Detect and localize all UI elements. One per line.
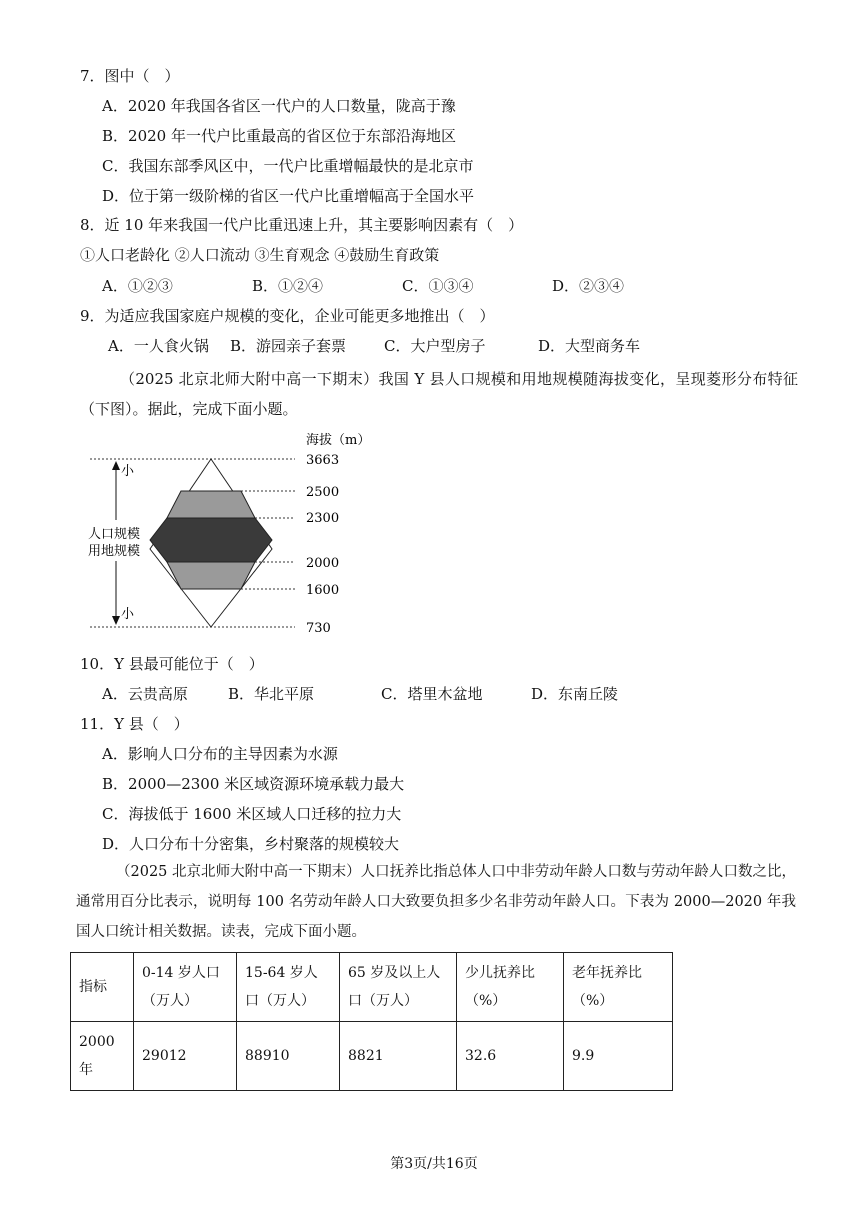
q7-option-b: B．2020 年一代户比重最高的省区位于东部沿海地区 (102, 127, 456, 145)
table-header-cell: 少儿抚养比（%） (457, 953, 564, 1022)
q8-factors: ①人口老龄化 ②人口流动 ③生育观念 ④鼓励生育政策 (80, 246, 440, 264)
q8-option-d: D．②③④ (552, 277, 625, 295)
band-2300-2000 (150, 518, 272, 562)
q9-option-d: D．大型商务车 (538, 337, 641, 355)
arrow-down-head (112, 616, 120, 625)
elev-label-3663: 3663 (306, 453, 340, 468)
q10-option-b: B．华北平原 (228, 685, 315, 703)
q8-options (102, 276, 624, 296)
table-header-row (71, 953, 673, 1022)
q10-option-d: D．东南丘陵 (531, 685, 619, 703)
table-cell: 29012 (134, 1022, 237, 1091)
table-cell: 2000 年 (71, 1022, 134, 1091)
small-label-bottom: 小 (121, 607, 135, 622)
q7-option-d: D．位于第一级阶梯的省区一代户比重增幅高于全国水平 (102, 187, 475, 205)
table-row (71, 1022, 673, 1091)
q9-options (108, 336, 640, 356)
elev-label-2500: 2500 (306, 485, 340, 500)
table-header-cell: 指标 (71, 953, 134, 1022)
q11-option-b: B．2000—2300 米区域资源环境承载力最大 (102, 775, 405, 793)
elev-label-2000: 2000 (306, 556, 340, 571)
q11-option-a: A．影响人口分布的主导因素为水源 (102, 745, 338, 763)
q10-options (102, 684, 618, 704)
q7-option-c: C．我国东部季风区中，一代户比重增幅最快的是北京市 (102, 157, 474, 175)
q7-stem: 7．图中（ ） (80, 67, 180, 85)
q11-option-d: D．人口分布十分密集，乡村聚落的规模较大 (102, 835, 400, 853)
elevation-diamond-diagram (80, 425, 400, 640)
q11-option-c: C．海拔低于 1600 米区域人口迁移的拉力大 (102, 805, 402, 823)
side-label-land: 用地规模 (88, 544, 141, 559)
table-header-cell: 65 岁及以上人口（万人） (340, 953, 457, 1022)
arrow-up-head (112, 461, 120, 470)
q9-option-a: A．一人食火锅 (108, 337, 209, 355)
elev-label-730: 730 (306, 621, 331, 636)
q8-option-b: B．①②④ (252, 277, 324, 295)
table-header-cell: 0-14 岁人口（万人） (134, 953, 237, 1022)
q9-option-b: B．游园亲子套票 (230, 337, 347, 355)
q11-stem: 11．Y 县（ ） (80, 715, 189, 733)
table-header-cell: 15-64 岁人口（万人） (237, 953, 340, 1022)
q8-option-a: A．①②③ (102, 277, 173, 295)
band-2000-1600 (167, 562, 255, 589)
table-cell: 9.9 (564, 1022, 673, 1091)
table-cell: 88910 (237, 1022, 340, 1091)
q8-option-c: C．①③④ (402, 277, 474, 295)
q9-option-c: C．大户型房子 (384, 337, 486, 355)
q8-stem: 8．近 10 年来我国一代户比重迅速上升，其主要影响因素有（ ） (80, 216, 524, 234)
axis-title: 海拔（m） (306, 433, 371, 448)
small-label-top: 小 (121, 464, 135, 479)
q10-stem: 10．Y 县最可能位于（ ） (80, 655, 264, 673)
table-header-cell: 老年抚养比（%） (564, 953, 673, 1022)
side-label-population: 人口规模 (88, 527, 141, 542)
elev-label-2300: 2300 (306, 511, 340, 526)
q9-stem: 9．为适应我国家庭户规模的变化，企业可能更多地推出（ ） (80, 307, 495, 325)
intro-paragraph-1: （2025 北京北师大附中高一下期末）我国 Y 县人口规模和用地规模随海拔变化，呈现菱形分布特征（下图）。据此，完成下面小题。 (80, 370, 798, 418)
q10-option-c: C．塔里木盆地 (381, 685, 483, 703)
table-cell: 32.6 (457, 1022, 564, 1091)
elev-label-1600: 1600 (306, 583, 340, 598)
band-2500-2300 (167, 491, 255, 518)
page-number: 第3页/共16页 (390, 1156, 478, 1172)
intro-paragraph-2: （2025 北京北师大附中高一下期末）人口抚养比指总体人口中非劳动年龄人口数与劳动年龄人口数之比，通常用百分比表示，说明每 100 名劳动年龄人口大致要负担多少名非劳动年龄人口。下表为 2000—2020 年我国人口统计相关数据。读表，完成下面小题。 (76, 864, 796, 940)
q10-option-a: A．云贵高原 (102, 685, 188, 703)
population-table (70, 952, 673, 1091)
q7-option-a: A．2020 年我国各省区一代户的人口数量，陇高于豫 (102, 97, 456, 115)
table-cell: 8821 (340, 1022, 457, 1091)
